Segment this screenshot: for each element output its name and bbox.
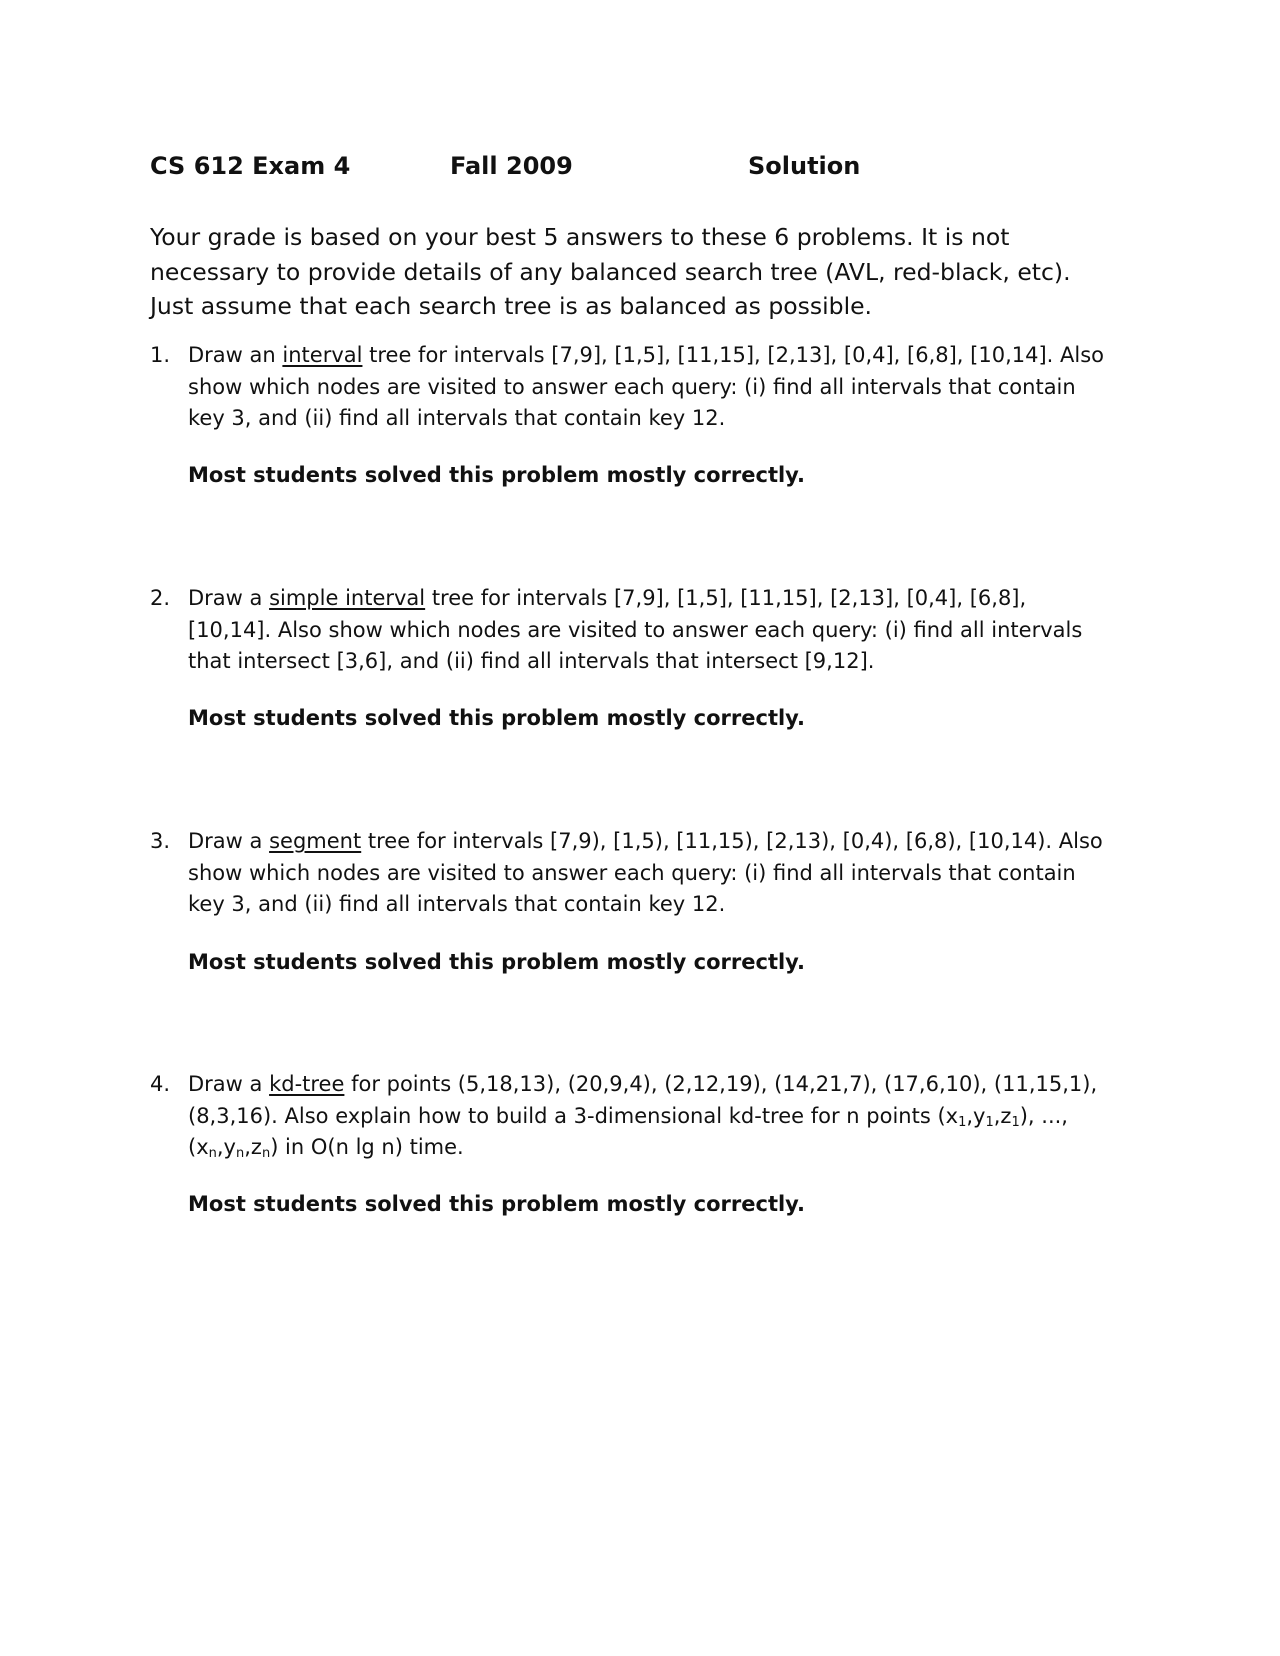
term-label: Fall 2009 — [450, 152, 573, 180]
grading-note: Most students solved this problem mostly correctly. — [188, 706, 805, 730]
problem-term: simple interval — [269, 586, 426, 610]
grading-note: Most students solved this problem mostly correctly. — [188, 1192, 805, 1216]
problem-text-part: ), ..., (x — [188, 1103, 1068, 1159]
problem-text-pre: Draw an — [188, 343, 283, 367]
problem-number: 2. — [150, 586, 171, 610]
exam-header — [150, 152, 1050, 192]
grading-note: Most students solved this problem mostly correctly. — [188, 950, 805, 974]
subscript: n — [208, 1146, 217, 1161]
problem-term: kd-tree — [269, 1072, 345, 1096]
problem-text-post: tree for intervals [7,9], [1,5], [11,15], [2,13], [0,4], [6,8], [10,14]. Also show which nodes are visited to answer each query: (i) find all intervals that intersect [3,6], and (ii) find all intervals that intersect [9,12]. — [188, 586, 1083, 673]
problem-text-part: ,y — [216, 1135, 236, 1159]
problem-term: segment — [269, 829, 362, 853]
problem-number: 4. — [150, 1072, 171, 1096]
problem-number: 3. — [150, 829, 171, 853]
problem-text-part: ,z — [244, 1135, 262, 1159]
solution-label: Solution — [748, 152, 861, 180]
problem-text — [188, 1069, 1108, 1164]
subscript: n — [261, 1146, 271, 1161]
subscript: 1 — [1011, 1114, 1020, 1130]
problem-text-part: ,z — [993, 1103, 1012, 1128]
subscript: 1 — [958, 1114, 967, 1130]
problem-text — [188, 340, 1108, 435]
problem-number: 1. — [150, 343, 171, 367]
problem-text-post: for points (5,18,13), (20,9,4), (2,12,19), (14,21,7), (17,6,10), (11,15,1), (8,3,16). Also explain how to build a 3-dimensional kd-tree for n points (x — [188, 1072, 1098, 1128]
problem-text — [188, 583, 1108, 678]
course-title: CS 612 Exam 4 — [150, 152, 351, 180]
problem-text-part: ,y — [966, 1103, 986, 1128]
problem-text-post: tree for intervals [7,9], [1,5], [11,15], [2,13], [0,4], [6,8], [10,14]. Also show which nodes are visited to answer each query: (i) find all intervals that contain key 3, and (ii) find all intervals that contain key 12. — [188, 343, 1105, 430]
subscript: n — [235, 1146, 245, 1161]
problem-text-post: tree for intervals [7,9), [1,5), [11,15), [2,13), [0,4), [6,8), [10,14). Also show which nodes are visited to answer each query: (i) find all intervals that contain key 3, and (ii) find all intervals that contain key 12. — [188, 829, 1103, 916]
grading-note: Most students solved this problem mostly correctly. — [188, 463, 805, 487]
problem-text-pre: Draw a — [188, 586, 270, 610]
problem-text-pre: Draw a — [188, 829, 270, 853]
problem-text-pre: Draw a — [188, 1072, 270, 1096]
problem-text-part: ) in O(n lg n) time. — [270, 1135, 464, 1159]
instructions-paragraph: Your grade is based on your best 5 answers to these 6 problems. It is not necessary to provide details of any balanced search tree (AVL, red-black, etc). Just assume that each search tree is as balanced as possible. — [150, 223, 1071, 320]
problem-term: interval — [282, 343, 363, 367]
subscript: 1 — [985, 1114, 994, 1130]
problem-text — [188, 826, 1108, 921]
